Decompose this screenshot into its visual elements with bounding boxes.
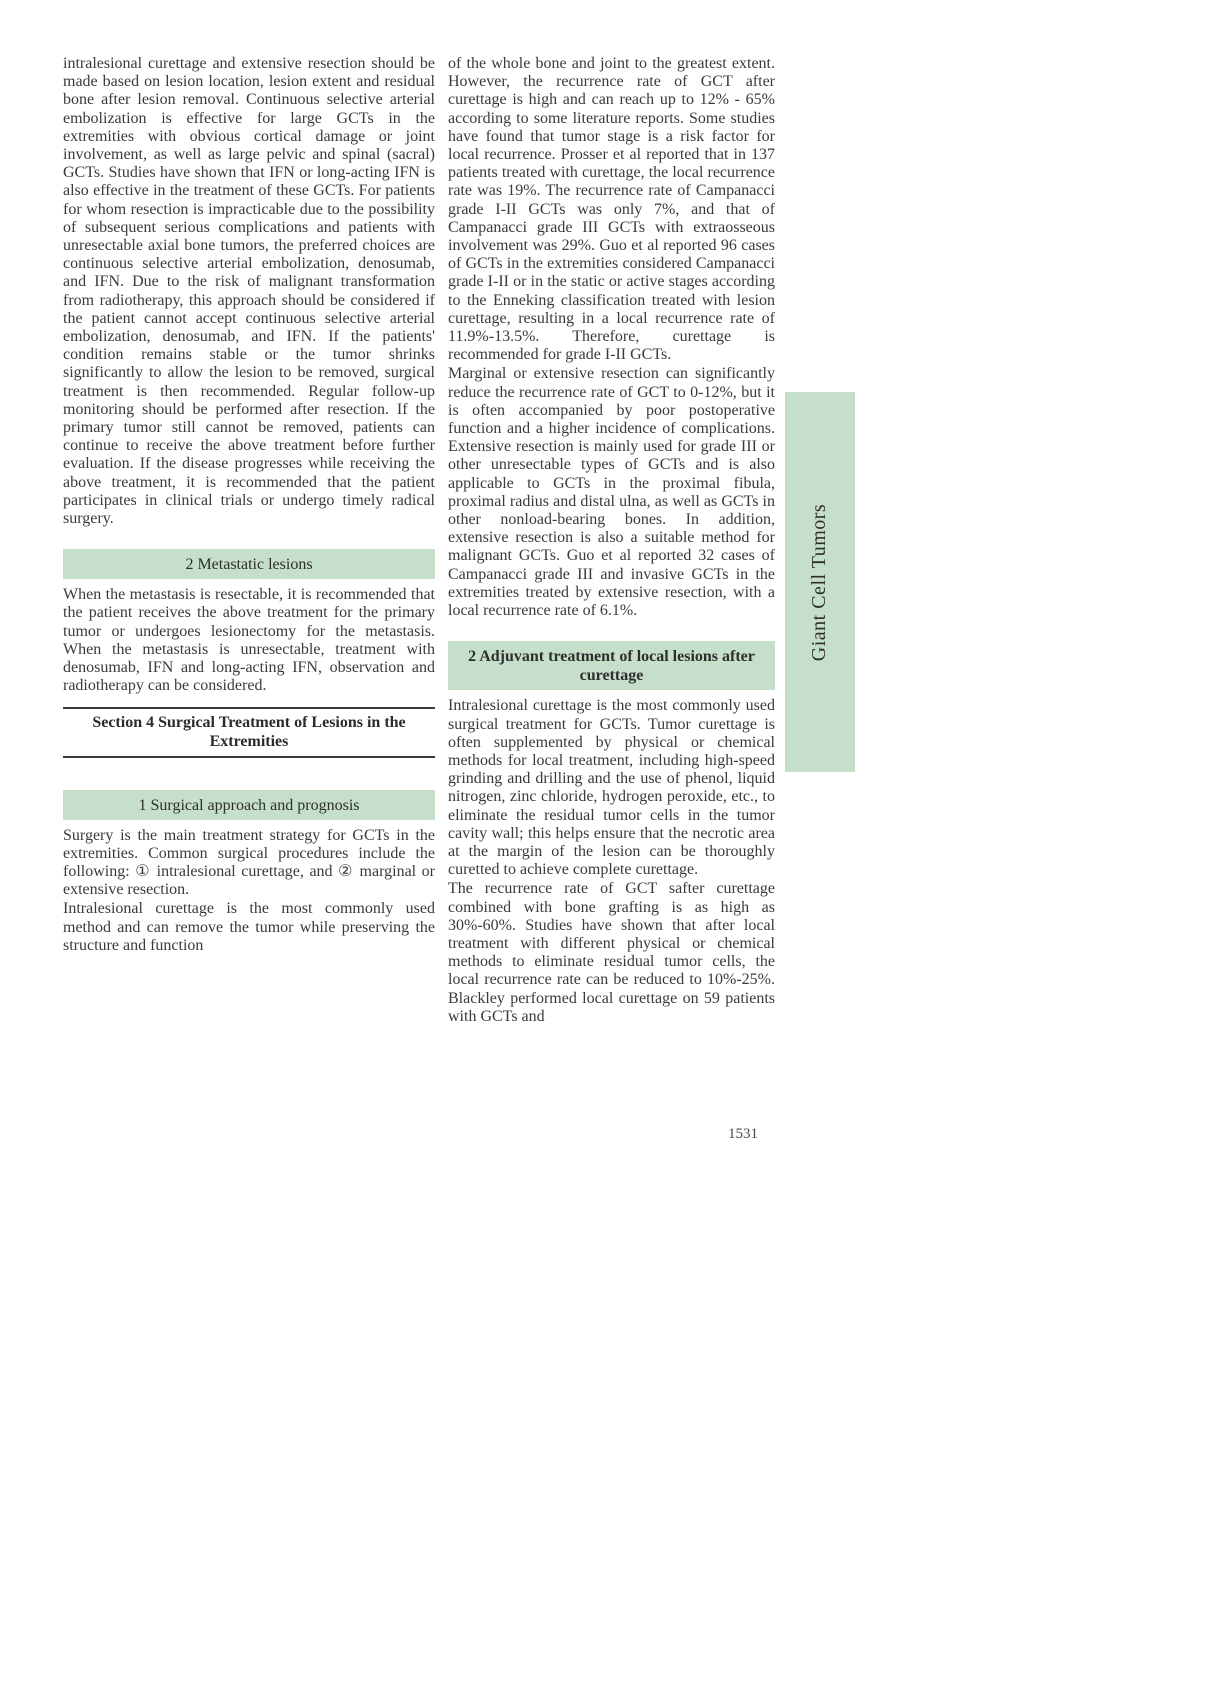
right-paragraph-1: of the whole bone and joint to the greatest extent. However, the recurrence rate of GCT after curettage is high and can reach up to 12% - 65% according to some literature reports. Some studies have found that tumor stage is a risk factor for local recurrence. Prosser et al reported that in 137 patients treated with curettage, the local recurrence rate was 19%. The recurrence rate of Campanacci grade I-II GCTs was only 7%, and that of Campanacci grade III GCTs with extraosseous involvement was 29%. Guo et al reported 96 cases of GCTs in the extremities considered Campanacci grade I-II or in the static or active stages according to the Enneking classification treated with lesion curettage, resulting in a local recurrence rate of 11.9%-13.5%. Therefore, curettage is recommended for grade I-II GCTs.	[448, 55, 775, 364]
chapter-side-tab	[785, 392, 855, 772]
header-adjuvant-treatment: 2 Adjuvant treatment of local lesions after curettage	[448, 641, 775, 690]
page-number: 1531	[728, 1126, 758, 1142]
left-column	[63, 55, 435, 955]
right-paragraph-3: Intralesional curettage is the most commonly used surgical treatment for GCTs. Tumor curettage is often supplemented by physical or chemical methods for local treatment, including high-speed grinding and drilling and the use of phenol, liquid nitrogen, zinc chloride, hydrogen peroxide, etc., to eliminate the residual tumor cells in the tumor cavity wall; this helps ensure that the necrotic area at the margin of the lesion can be thoroughly curetted to achieve complete curettage.	[448, 697, 775, 879]
right-column	[448, 55, 775, 1026]
left-paragraph-3: Surgery is the main treatment strategy for GCTs in the extremities. Common surgical procedures include the following: ① intralesional curettage, and ② marginal or extensive resection.	[63, 826, 435, 899]
right-paragraph-4: The recurrence rate of GCT safter curettage combined with bone grafting is as high as 30%-60%. Studies have shown that after local treatment with different physical or chemical methods to eliminate residual tumor cells, the local recurrence rate can be reduced to 10%-25%. Blackley performed local curettage on 59 patients with GCTs and	[448, 880, 775, 1025]
chapter-side-tab-label: Giant Cell Tumors	[808, 503, 831, 661]
left-paragraph-1: intralesional curettage and extensive resection should be made based on lesion location, lesion extent and residual bone after lesion removal. Continuous selective arterial embolization is effective for large GCTs in the extremities with obvious cortical damage or joint involvement, as well as large pelvic and spinal (sacral) GCTs. Studies have shown that IFN or long-acting IFN is also effective in the treatment of these GCTs. For patients for whom resection is impracticable due to the possibility of subsequent serious complications and patients with unresectable axial bone tumors, the preferred choices are continuous selective arterial embolization, denosumab, and IFN. Due to the risk of malignant transformation from radiotherapy, this approach should be considered if the patient cannot accept continuous selective arterial embolization, denosumab, and IFN. If the patients' condition remains stable or the tumor shrinks significantly to allow the lesion to be removed, surgical treatment is then recommended. Regular follow-up monitoring should be performed after resection. If the primary tumor still cannot be removed, patients can continue to receive the above treatment before further evaluation. If the disease progresses while receiving the above treatment, it is recommended that the patient participates in clinical trials or undergo timely radical surgery.	[63, 55, 435, 528]
header-metastatic-lesions: 2 Metastatic lesions	[63, 549, 435, 579]
right-paragraph-2: Marginal or extensive resection can significantly reduce the recurrence rate of GCT to 0-12%, but it is often accompanied by poor postoperative function and a higher incidence of complications. Extensive resection is mainly used for grade III or other unresectable types of GCTs and is also applicable to GCTs in the proximal fibula, proximal radius and distal ulna, as well as GCTs in other nonload-bearing bones. In addition, extensive resection is also a suitable method for malignant GCTs. Guo et al reported 32 cases of Campanacci grade III and invasive GCTs in the extremities treated by extensive resection, with a local recurrence rate of 6.1%.	[448, 365, 775, 620]
header-surgical-approach: 1 Surgical approach and prognosis	[63, 790, 435, 820]
left-paragraph-2: When the metastasis is resectable, it is recommended that the patient receives the above treatment for the primary tumor or undergoes lesionectomy for the metastasis. When the metastasis is unresectable, treatment with denosumab, IFN and long-acting IFN, observation and radiotherapy can be considered.	[63, 586, 435, 695]
left-paragraph-4: Intralesional curettage is the most commonly used method and can remove the tumor while preserving the structure and function	[63, 900, 435, 954]
section-4-heading: Section 4 Surgical Treatment of Lesions in the Extremities	[63, 707, 435, 758]
